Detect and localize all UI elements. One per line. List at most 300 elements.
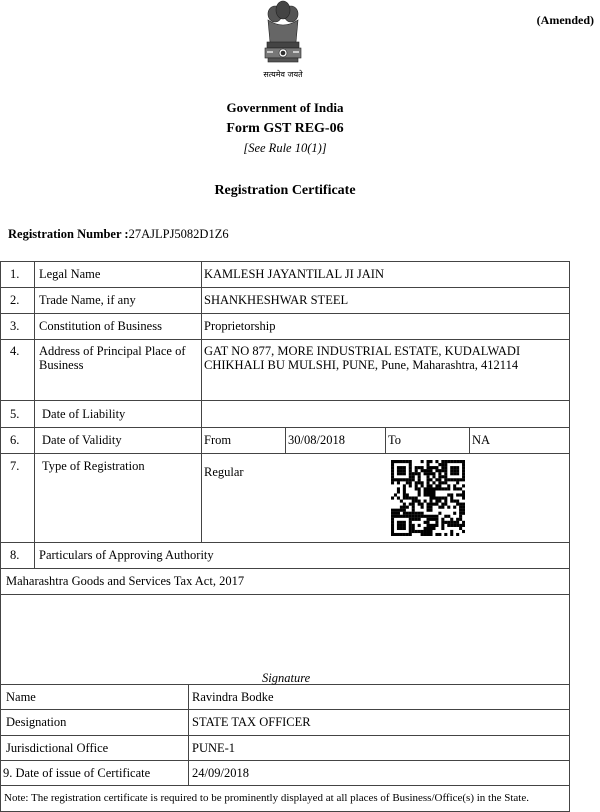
qr-module — [415, 472, 418, 475]
qr-module — [394, 515, 397, 518]
qr-module — [459, 506, 462, 509]
row-number: 3. — [10, 319, 20, 333]
qr-module — [453, 466, 456, 469]
qr-module — [391, 469, 394, 472]
qr-module — [412, 496, 415, 499]
qr-module — [462, 460, 465, 463]
qr-module — [409, 518, 412, 521]
qr-module — [459, 509, 462, 512]
qr-module — [391, 527, 394, 530]
qr-module — [427, 475, 430, 478]
qr-module — [444, 487, 447, 490]
qr-module — [400, 527, 403, 530]
qr-module — [412, 509, 415, 512]
qr-module — [438, 475, 441, 478]
qr-module — [441, 469, 444, 472]
qr-module — [435, 460, 438, 463]
qr-module — [435, 524, 438, 527]
qr-module — [391, 481, 394, 484]
qr-module — [432, 472, 435, 475]
qr-module — [444, 472, 447, 475]
qr-module — [406, 478, 409, 481]
qr-module — [427, 466, 430, 469]
qr-module — [459, 503, 462, 506]
qr-module — [453, 487, 456, 490]
validity-from-label: From — [204, 433, 232, 447]
qr-module — [429, 518, 432, 521]
qr-module — [424, 515, 427, 518]
qr-module — [400, 521, 403, 524]
qr-module — [418, 472, 421, 475]
qr-module — [427, 533, 430, 536]
qr-module — [447, 487, 450, 490]
qr-module — [403, 496, 406, 499]
qr-module — [397, 487, 400, 490]
qr-module — [432, 487, 435, 490]
qr-module — [415, 496, 418, 499]
qr-module — [421, 460, 424, 463]
qr-module — [391, 521, 394, 524]
qr-module — [438, 500, 441, 503]
qr-module — [397, 509, 400, 512]
qr-module — [441, 506, 444, 509]
qr-module — [444, 503, 447, 506]
qr-module — [412, 515, 415, 518]
qr-module — [441, 481, 444, 484]
qr-module — [456, 521, 459, 524]
qr-module — [415, 515, 418, 518]
qr-module — [427, 506, 430, 509]
qr-module — [418, 490, 421, 493]
qr-module — [415, 518, 418, 521]
qr-module — [432, 518, 435, 521]
qr-module — [400, 460, 403, 463]
qr-module — [450, 524, 453, 527]
qr-module — [412, 472, 415, 475]
registration-number-value: 27AJLPJ5082D1Z6 — [128, 227, 229, 241]
rule-reference: [See Rule 10(1)] — [243, 141, 327, 155]
qr-module — [462, 475, 465, 478]
qr-module — [391, 512, 394, 515]
qr-module — [424, 472, 427, 475]
amended-label: (Amended) — [536, 13, 594, 27]
qr-module — [456, 524, 459, 527]
qr-module — [409, 530, 412, 533]
qr-module — [400, 472, 403, 475]
qr-module — [429, 500, 432, 503]
qr-module — [391, 460, 394, 463]
trade-name-value: SHANKHESHWAR STEEL — [204, 293, 349, 307]
qr-module — [429, 524, 432, 527]
qr-module — [462, 512, 465, 515]
qr-module — [427, 463, 430, 466]
validity-to-value: NA — [472, 433, 491, 447]
qr-module — [459, 524, 462, 527]
qr-module — [400, 500, 403, 503]
qr-module — [427, 484, 430, 487]
qr-module — [394, 460, 397, 463]
qr-module — [456, 493, 459, 496]
qr-module — [418, 475, 421, 478]
qr-module — [441, 460, 444, 463]
government-heading: Government of India — [226, 100, 344, 115]
qr-module — [427, 530, 430, 533]
qr-module — [447, 493, 450, 496]
qr-module — [456, 533, 459, 536]
qr-module — [429, 527, 432, 530]
qr-module — [403, 512, 406, 515]
qr-module — [427, 509, 430, 512]
qr-module — [456, 481, 459, 484]
qr-module — [418, 478, 421, 481]
row-number: 6. — [10, 433, 20, 447]
qr-module — [418, 481, 421, 484]
qr-module — [459, 460, 462, 463]
qr-module — [421, 484, 424, 487]
qr-module — [429, 484, 432, 487]
qr-module — [441, 475, 444, 478]
qr-module — [429, 506, 432, 509]
qr-module — [427, 503, 430, 506]
qr-module — [424, 533, 427, 536]
qr-module — [403, 490, 406, 493]
qr-module — [409, 469, 412, 472]
qr-module — [409, 466, 412, 469]
qr-module — [435, 496, 438, 499]
qr-module — [456, 518, 459, 521]
qr-module — [400, 533, 403, 536]
qr-module — [397, 496, 400, 499]
qr-module — [435, 469, 438, 472]
qr-module — [412, 475, 415, 478]
qr-module — [394, 478, 397, 481]
qr-module — [403, 466, 406, 469]
qr-module — [409, 475, 412, 478]
qr-module — [391, 496, 394, 499]
qr-module — [403, 484, 406, 487]
qr-module — [435, 518, 438, 521]
qr-module — [450, 530, 453, 533]
qr-module — [391, 518, 394, 521]
registration-number — [8, 227, 229, 242]
qr-module — [421, 481, 424, 484]
qr-module — [397, 524, 400, 527]
qr-module — [429, 490, 432, 493]
qr-module — [409, 521, 412, 524]
legal-name-value: KAMLESH JAYANTILAL JI JAIN — [204, 267, 384, 281]
qr-module — [391, 475, 394, 478]
qr-module — [409, 460, 412, 463]
qr-module — [400, 515, 403, 518]
qr-module — [435, 500, 438, 503]
qr-module — [421, 466, 424, 469]
qr-module — [424, 487, 427, 490]
qr-module — [456, 469, 459, 472]
qr-module — [450, 469, 453, 472]
qr-module — [391, 466, 394, 469]
qr-module — [415, 487, 418, 490]
qr-module — [397, 515, 400, 518]
qr-module — [418, 518, 421, 521]
qr-module — [432, 490, 435, 493]
qr-module — [435, 466, 438, 469]
qr-module — [444, 469, 447, 472]
validity-from-date: 30/08/2018 — [288, 433, 345, 447]
qr-module — [412, 478, 415, 481]
qr-module — [421, 503, 424, 506]
qr-code — [391, 460, 465, 536]
qr-module — [438, 478, 441, 481]
qr-module — [397, 490, 400, 493]
qr-module — [424, 521, 427, 524]
qr-module — [432, 496, 435, 499]
qr-module — [444, 533, 447, 536]
qr-module — [447, 506, 450, 509]
qr-module — [453, 500, 456, 503]
qr-module — [412, 530, 415, 533]
qr-module — [453, 506, 456, 509]
qr-module — [459, 493, 462, 496]
qr-module — [432, 515, 435, 518]
qr-module — [427, 527, 430, 530]
certificate-title: Registration Certificate — [214, 183, 356, 198]
qr-module — [453, 521, 456, 524]
qr-module — [391, 533, 394, 536]
qr-module — [450, 472, 453, 475]
qr-module — [429, 530, 432, 533]
qr-module — [429, 493, 432, 496]
qr-module — [444, 500, 447, 503]
qr-module — [415, 469, 418, 472]
qr-module — [400, 506, 403, 509]
qr-module — [435, 487, 438, 490]
qr-module — [415, 484, 418, 487]
qr-module — [403, 503, 406, 506]
qr-module — [453, 460, 456, 463]
qr-module — [432, 527, 435, 530]
registration-type-label: Type of Registration — [42, 459, 145, 473]
qr-module — [450, 493, 453, 496]
qr-module — [456, 472, 459, 475]
qr-module — [403, 521, 406, 524]
qr-module — [409, 524, 412, 527]
qr-module — [415, 530, 418, 533]
qr-module — [456, 487, 459, 490]
qr-module — [409, 533, 412, 536]
qr-module — [391, 524, 394, 527]
constitution-label: Constitution of Business — [39, 319, 162, 333]
row-number: 8. — [10, 548, 20, 562]
qr-module — [435, 503, 438, 506]
qr-module — [397, 472, 400, 475]
qr-module — [441, 527, 444, 530]
row-number: 2. — [10, 293, 20, 307]
qr-module — [421, 533, 424, 536]
qr-module — [441, 503, 444, 506]
qr-module — [397, 469, 400, 472]
qr-module — [406, 460, 409, 463]
qr-module — [409, 463, 412, 466]
qr-module — [435, 484, 438, 487]
qr-module — [447, 478, 450, 481]
qr-module — [450, 460, 453, 463]
qr-module — [438, 512, 441, 515]
qr-module — [418, 493, 421, 496]
row-number: 4. — [10, 344, 20, 358]
qr-module — [397, 533, 400, 536]
address-label: Address of Principal Place of Business — [39, 344, 186, 372]
qr-module — [459, 512, 462, 515]
qr-module — [403, 506, 406, 509]
qr-module — [462, 509, 465, 512]
qr-module — [427, 521, 430, 524]
qr-module — [406, 496, 409, 499]
qr-module — [427, 515, 430, 518]
row-number: 1. — [10, 267, 20, 281]
qr-module — [444, 496, 447, 499]
qr-module — [424, 469, 427, 472]
qr-module — [418, 530, 421, 533]
qr-module — [450, 500, 453, 503]
qr-module — [462, 469, 465, 472]
designation-value: STATE TAX OFFICER — [192, 715, 311, 729]
qr-module — [406, 506, 409, 509]
qr-module — [427, 460, 430, 463]
qr-module — [438, 472, 441, 475]
qr-module — [412, 506, 415, 509]
qr-module — [403, 524, 406, 527]
qr-module — [432, 475, 435, 478]
qr-module — [394, 533, 397, 536]
qr-module — [438, 463, 441, 466]
qr-module — [429, 496, 432, 499]
qr-module — [409, 515, 412, 518]
qr-module — [418, 503, 421, 506]
issue-date-value: 24/09/2018 — [192, 766, 249, 780]
qr-module — [462, 503, 465, 506]
qr-module — [429, 487, 432, 490]
qr-module — [462, 524, 465, 527]
qr-module — [459, 478, 462, 481]
qr-module — [397, 521, 400, 524]
qr-module — [444, 481, 447, 484]
qr-module — [429, 466, 432, 469]
qr-module — [438, 506, 441, 509]
qr-module — [438, 496, 441, 499]
qr-module — [456, 466, 459, 469]
qr-module — [415, 500, 418, 503]
qr-module — [453, 484, 456, 487]
qr-module — [441, 521, 444, 524]
officer-name-value: Ravindra Bodke — [192, 690, 274, 704]
qr-module — [462, 506, 465, 509]
qr-module — [435, 533, 438, 536]
qr-module — [438, 533, 441, 536]
qr-module — [447, 515, 450, 518]
qr-module — [400, 469, 403, 472]
trade-name-label: Trade Name, if any — [39, 293, 136, 307]
qr-module — [462, 490, 465, 493]
qr-module — [421, 530, 424, 533]
qr-module — [424, 527, 427, 530]
qr-module — [394, 509, 397, 512]
qr-module — [432, 503, 435, 506]
qr-module — [450, 518, 453, 521]
qr-module — [444, 521, 447, 524]
qr-module — [432, 493, 435, 496]
qr-module — [462, 484, 465, 487]
qr-module — [427, 518, 430, 521]
qr-module — [412, 500, 415, 503]
qr-module — [447, 524, 450, 527]
qr-module — [427, 493, 430, 496]
qr-module — [400, 478, 403, 481]
registration-type-value: Regular — [204, 465, 244, 479]
qr-module — [453, 472, 456, 475]
qr-module — [435, 478, 438, 481]
jurisdiction-value: PUNE-1 — [192, 741, 236, 755]
qr-module — [424, 500, 427, 503]
qr-module — [453, 512, 456, 515]
qr-module — [462, 472, 465, 475]
qr-module — [453, 524, 456, 527]
qr-module — [403, 493, 406, 496]
qr-module — [391, 509, 394, 512]
qr-module — [409, 512, 412, 515]
qr-module — [441, 463, 444, 466]
qr-module — [391, 530, 394, 533]
qr-module — [462, 478, 465, 481]
qr-module — [397, 466, 400, 469]
qr-module — [421, 506, 424, 509]
qr-module — [403, 460, 406, 463]
qr-module — [456, 500, 459, 503]
qr-module — [450, 466, 453, 469]
qr-module — [421, 515, 424, 518]
qr-module — [462, 530, 465, 533]
qr-module — [415, 512, 418, 515]
qr-module — [447, 521, 450, 524]
validity-to-label: To — [388, 433, 402, 447]
qr-module — [412, 503, 415, 506]
qr-module — [406, 493, 409, 496]
approving-authority-label: Particulars of Approving Authority — [39, 548, 214, 562]
qr-module — [409, 484, 412, 487]
qr-module — [421, 469, 424, 472]
registration-number-label: Registration Number : — [8, 227, 129, 241]
qr-module — [409, 478, 412, 481]
qr-module — [400, 524, 403, 527]
qr-module — [406, 512, 409, 515]
qr-module — [403, 533, 406, 536]
qr-module — [406, 515, 409, 518]
qr-module — [409, 503, 412, 506]
qr-module — [427, 469, 430, 472]
qr-module — [435, 515, 438, 518]
qr-module — [444, 515, 447, 518]
qr-module — [421, 512, 424, 515]
qr-module — [427, 524, 430, 527]
qr-module — [444, 460, 447, 463]
qr-module — [441, 487, 444, 490]
qr-module — [403, 515, 406, 518]
qr-module — [444, 475, 447, 478]
qr-module — [418, 515, 421, 518]
qr-module — [447, 460, 450, 463]
qr-module — [462, 496, 465, 499]
qr-module — [435, 521, 438, 524]
emblem-motto: सत्यमेव जयते — [263, 70, 303, 79]
